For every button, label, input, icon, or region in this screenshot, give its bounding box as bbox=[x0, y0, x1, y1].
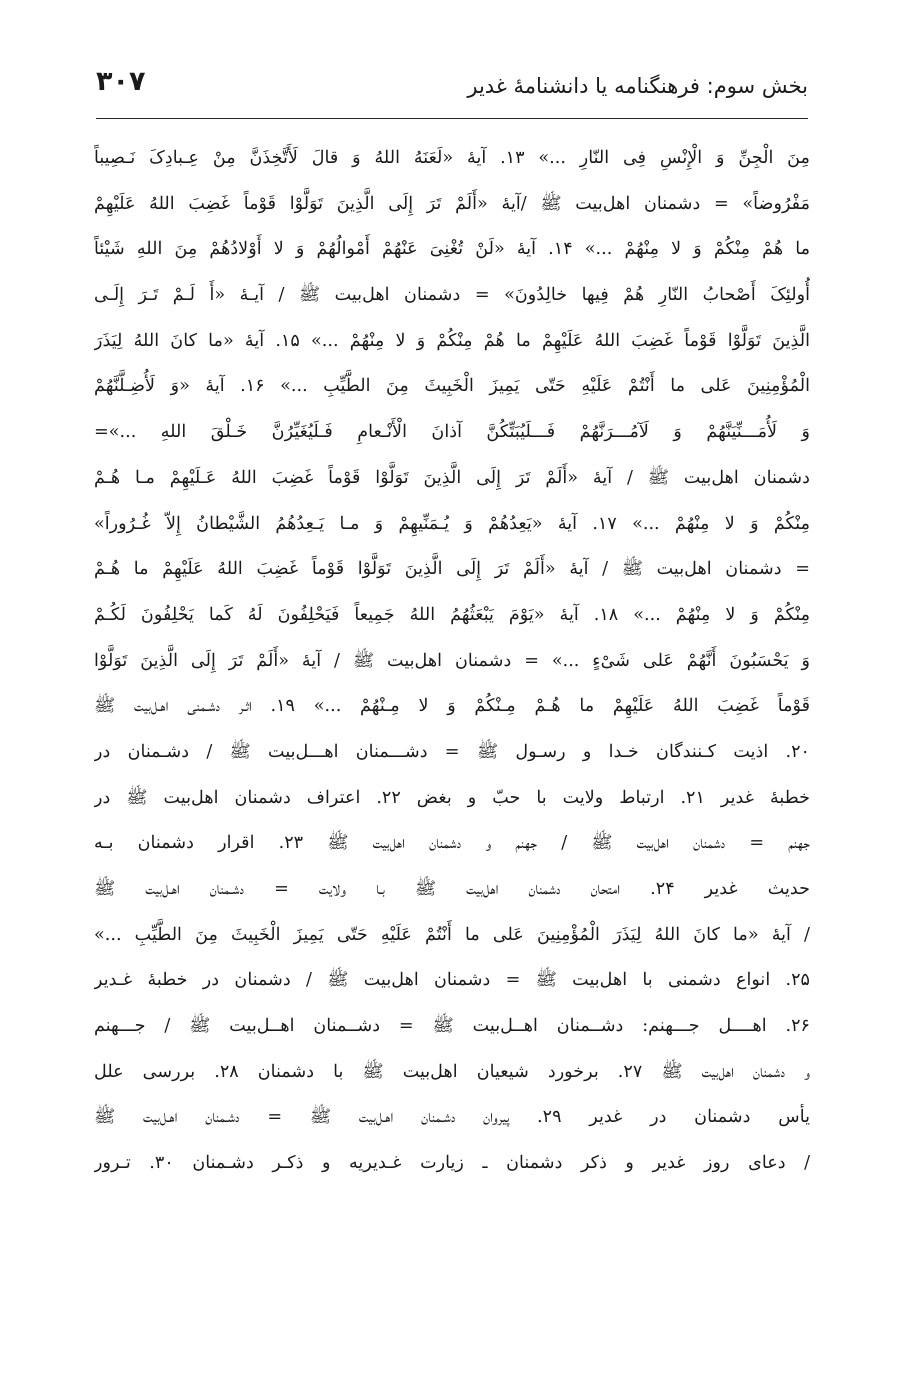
text-line: و دشمنان اهل‌بیت ﷺ ۲۷. برخورد شیعیان اهل‌بیت ﷺ با دشمنان ۲۸. بررسی علل bbox=[94, 1061, 810, 1082]
text-line: قَوْماً غَضِبَ اللهُ عَلَیْهِمْ ما هُـمْ مِـنْکُمْ وَ لا مِـنْهُمْ ...» ۱۹. اثـر دشـمنی اهـل‌بیت ﷺ bbox=[94, 696, 810, 717]
text-line: ۲۶. اهــــل جـــهنم: دشــمنان اهــل‌بیت ﷺ = دشــمنان اهــل‌بیت ﷺ / جـــهنم bbox=[94, 1016, 810, 1037]
text-line: مِنْکُمْ وَ لا مِنْهُمْ ...» ۱۸. آیهٔ «یَوْمَ یَبْعَثُهُمُ اللهُ جَمِیعاً فَیَحْلِفُونَ لَهُ کَما یَحْلِفُونَ لَکُـمْ bbox=[94, 604, 810, 625]
text-line: ۲۵. انواع دشمنی با اهل‌بیت ﷺ = دشمنان اهل‌بیت ﷺ / دشمنان در خطبهٔ غـدیر bbox=[94, 970, 810, 991]
text-line: خطبهٔ غدیر ۲۱. ارتباط ولایت با حبّ و بغض ۲۲. اعتراف دشمنان اهل‌بیت ﷺ در bbox=[94, 787, 810, 808]
text-line: الَّذِینَ تَوَلَّوْا قَوْماً غَضِبَ اللهُ عَلَیْهِمْ ما هُمْ مِنْکُمْ وَ لا مِنْهُمْ ...» ۱۵. آیهٔ «ما کانَ اللهُ لِیَذَرَ bbox=[94, 330, 810, 351]
body-text bbox=[94, 136, 810, 1187]
text-line: حدیث غدیر ۲۴. امتحان دشمنان اهل‌بیت ﷺ بـا ولایت = دشـمنان اهـل‌بیت ﷺ bbox=[94, 879, 810, 899]
text-line: وَ لَأُمَـــنِّیَنَّهُمْ وَ لَآمُـــرَنَّهُمْ فَـــلَیُبَتِّکُنَّ آذانَ الْأَنْـعامِ فَـلَیُغَیِّرُنَّ خَـلْقَ اللهِ ...»= bbox=[94, 422, 810, 443]
section-title: بخش سوم: فرهنگنامه یا دانشنامهٔ غدیر bbox=[467, 74, 808, 98]
text-line: / آیهٔ «ما کانَ اللهُ لِیَذَرَ الْمُؤْمِنِینَ عَلی ما أَنْتُمْ عَلَیْهِ حَتّی یَمِیزَ الْخَبِیثَ مِنَ الطَّیِّبِ ...» bbox=[94, 924, 810, 945]
text-line: وَ یَحْسَبُونَ أَنَّهُمْ عَلی شَیْءٍ ...» = دشمنان اهل‌بیت ﷺ / آیهٔ «أَلَمْ تَرَ إِلَی الَّذِینَ تَوَلَّوْا bbox=[94, 650, 810, 671]
page-number: ۳۰۷ bbox=[96, 66, 146, 97]
text-line: مِنْکُمْ وَ لا مِنْهُمْ ...» ۱۷. آیهٔ «یَعِدُهُمْ وَ یُـمَنِّیهِمْ وَ مـا یَـعِدُهُمُ الشَّیْطانُ إِلاّ غُـرُوراً» bbox=[94, 513, 810, 534]
text-line: مِنَ الْجِنِّ وَ الْإِنْسِ فِی النّارِ ...» ۱۳. آیهٔ «لَعَنَهُ اللهُ وَ قالَ لَأَتَّخِذَنَّ مِنْ عِـبادِکَ نَـصِیباً bbox=[94, 148, 810, 168]
text-line: = دشمنان اهل‌بیت ﷺ / آیهٔ «أَلَمْ تَرَ إِلَی الَّذِینَ تَوَلَّوْا قَوْماً غَضِبَ اللهُ عَلَیْهِمْ ما هُـمْ bbox=[94, 559, 810, 580]
text-line: أُولئِکَ أَصْحابُ النّارِ هُمْ فِیها خالِدُونَ» = دشمنان اهل‌بیت ﷺ / آیـهٔ «أَ لَـمْ تَـرَ إِلَـی bbox=[94, 285, 810, 306]
text-line: یأس دشمنان در غدیر ۲۹. پیروان دشـمنان اهـل‌بیت ﷺ = دشـمنان اهـل‌بیت ﷺ bbox=[94, 1107, 810, 1128]
text-line: الْمُؤْمِنِینَ عَلی ما أَنْتُمْ عَلَیْهِ حَتّی یَمِیزَ الْخَبِیثَ مِنَ الطَّیِّبِ ...» ۱۶. آیهٔ «وَ لَأُضِـلَّنَّهُمْ bbox=[94, 376, 810, 397]
text-line: دشمنان اهل‌بیت ﷺ / آیهٔ «أَلَمْ تَرَ إِلَی الَّذِینَ تَوَلَّوْا قَوْماً غَضِبَ اللهُ عَـلَیْهِمْ مـا هُـمْ bbox=[94, 467, 810, 488]
text-line: / دعای روز غدیر و ذکر دشمنان ـ زیارت غـدیریه و ذکـر دشـمنان ۳۰. تـرور bbox=[94, 1153, 810, 1174]
header-divider bbox=[96, 118, 808, 119]
text-line: جهنم = دشمنان اهل‌بیت ﷺ / جهنم و دشمنان اهل‌بیت ﷺ ۲۳. اقرار دشمنان بـه bbox=[94, 833, 810, 854]
text-line: ۲۰. اذیت کـنندگان خـدا و رسـول ﷺ = دشـــمنان اهـــل‌بیت ﷺ / دشـمنان در bbox=[94, 741, 810, 762]
text-line: مَفْرُوضاً» = دشمنان اهل‌بیت ﷺ /آیهٔ «أَلَمْ تَرَ إِلَی الَّذِینَ تَوَلَّوْا قَوْماً غَضِبَ اللهُ عَلَیْهِمْ bbox=[94, 193, 810, 214]
running-header bbox=[96, 62, 808, 120]
text-line: ما هُمْ مِنْکُمْ وَ لا مِنْهُمْ ...» ۱۴. آیهٔ «لَنْ تُغْنِیَ عَنْهُمْ أَمْوالُهُمْ وَ لا أَوْلادُهُمْ مِنَ اللهِ شَیْئاً bbox=[94, 239, 810, 260]
